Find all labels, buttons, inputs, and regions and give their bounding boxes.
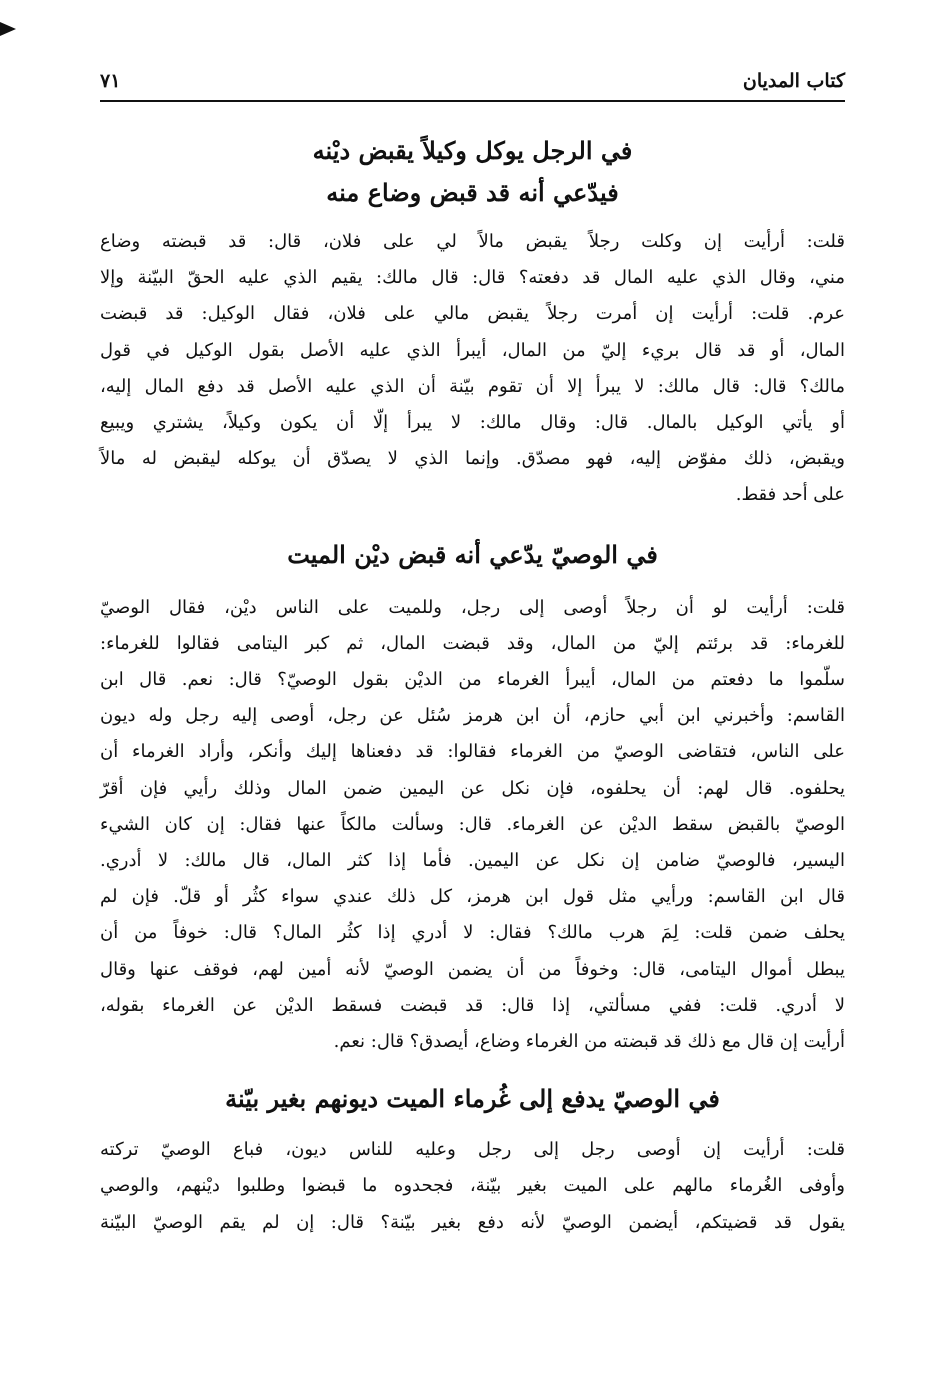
text-line: مالك؟ قال: قال مالك: لا يبرأ إلا أن تقوم بيّنة أن الذي عليه الأصل قد دفع المال إليه، [100, 375, 845, 397]
text-line: على أحد فقط. [735, 484, 845, 506]
page-content [100, 118, 845, 1241]
text-line: يحلفوه. قال لهم: أن يحلفوه، فإن نكل عن اليمين ضمن المال وذلك رأيي فإن أقرّ [100, 777, 845, 799]
text-line: أرأيت إن قال مع ذلك قد قبضته من الغرماء وضاع، أيصدق؟ قال: نعم. [333, 1031, 845, 1053]
section-title-line: فيدّعي أنه قد قبض وضاع منه [326, 178, 619, 207]
text-line: قلت: أرأيت لو أن رجلاً أوصى إلى رجل، وللميت على الناس ديْن، فقال الوصيّ [100, 596, 845, 618]
text-line: عرم. قلت: أرأيت إن أمرت رجلاً يقبض مالي على فلان، فقال الوكيل: قد قبضت [100, 303, 845, 325]
text-line: قلت: أرأيت إن أوصى رجل إلى رجل وعليه للناس ديون، فباع الوصيّ تركته [100, 1139, 845, 1161]
section-paragraph [100, 1132, 845, 1241]
page-corner-mark [0, 22, 16, 36]
section-paragraph [100, 590, 845, 1061]
text-line: يقول قد قضيتكم، أيضمن الوصيّ لأنه دفع بغير بيّنة؟ قال: إن لم يقم الوصيّ البيّنة [100, 1211, 845, 1233]
text-line: وأوفى الغُرماء مالهم على الميت بغير بيّنة، فجحدوه ما قبضوا وطلبوا ديْنهم، والوصي [100, 1175, 845, 1197]
section-title-line: في الوصيّ يدّعي أنه قبض ديْن الميت [287, 539, 658, 569]
text-line: يبطل أموال اليتامى، قال: وخوفاً من أن يضمن الوصيّ لأنه أمين لهم، فوقف عنها وقال [100, 958, 845, 980]
section-title-line: في الرجل يوكل وكيلاً يقبض ديْنه [312, 136, 633, 165]
text-line: المال، أو قد قال بريء إليّ من المال، أيبرأ الذي عليه الأصل بقول الوكيل في قول [100, 339, 845, 361]
text-line: اليسير، فالوصيّ ضامن إن نكل عن اليمين. فأما إذا كثر المال، قال مالك: لا أدري. [100, 850, 845, 872]
section-title [100, 130, 845, 214]
book-title: كتاب المديان [742, 70, 845, 92]
text-line: مني، وقال الذي عليه المال قد دفعته؟ قال: قال مالك: يقيم الذي عليه الحقّ البيّنة وإلا [100, 267, 845, 289]
page-number: ٧١ [100, 70, 121, 92]
text-line: أو يأتي الوكيل بالمال. قال: وقال مالك: لا يبرأ إلّا أن يكون وكيلاً، يشتري ويبيع [100, 412, 845, 434]
text-line: الوصيّ بالقبض سقط الديْن عن الغرماء. قال: وسألت مالكاً عنها فقال: إن كان الشيء [100, 813, 845, 835]
section-title [100, 1078, 845, 1120]
section-title-line: في الوصيّ يدفع إلى غُرماء الميت ديونهم بغير بيّنة [225, 1084, 720, 1114]
section-title [100, 534, 845, 576]
text-line: لا أدري. قلت: ففي مسألتي، إذا قال: قد قبضت فسقط الديْن عن الغرماء بقوله، [100, 994, 845, 1016]
running-header [100, 66, 845, 102]
text-line: على الناس، فتقاضى الوصيّ من الغرماء فقالوا: قد دفعناها إليك وأنكر، وأراد الغرماء أن [100, 741, 845, 763]
text-line: سلّموا ما دفعتم من المال، أيبرأ الغرماء من الديْن بقول الوصيّ؟ قال: نعم. قال ابن [100, 669, 845, 691]
text-line: قال ابن القاسم: ورأيي مثل قول ابن هرمز، كل ذلك عندي سواء كثُر أو قلّ. فإن لم [100, 886, 845, 908]
text-line: يحلف ضمن قلت: لِمَ هرب مالك؟ فقال: لا أدري إذا كثُر المال؟ قال: خوفاً من أن [100, 922, 845, 944]
text-line: قلت: أرأيت إن وكلت رجلاً يقبض مالاً لي على فلان، قال: قد قبضته وضاع [100, 231, 845, 252]
text-line: القاسم: وأخبرني ابن أبي حازم، أن ابن هرمز سُئل عن رجل، أوصى إليه رجل وله ديون [100, 705, 845, 727]
text-line: ويقبض، ذلك مفوّض إليه، فهو مصدّق. وإنما الذي لا يصدّق أن يوكله ليقبض له مالاً [100, 448, 845, 470]
section-paragraph [100, 224, 845, 514]
text-line: للغرماء: قد برئتم إليّ من المال، وقد قبضت المال، ثم كبر اليتامى فقالوا للغرماء: [100, 632, 845, 654]
